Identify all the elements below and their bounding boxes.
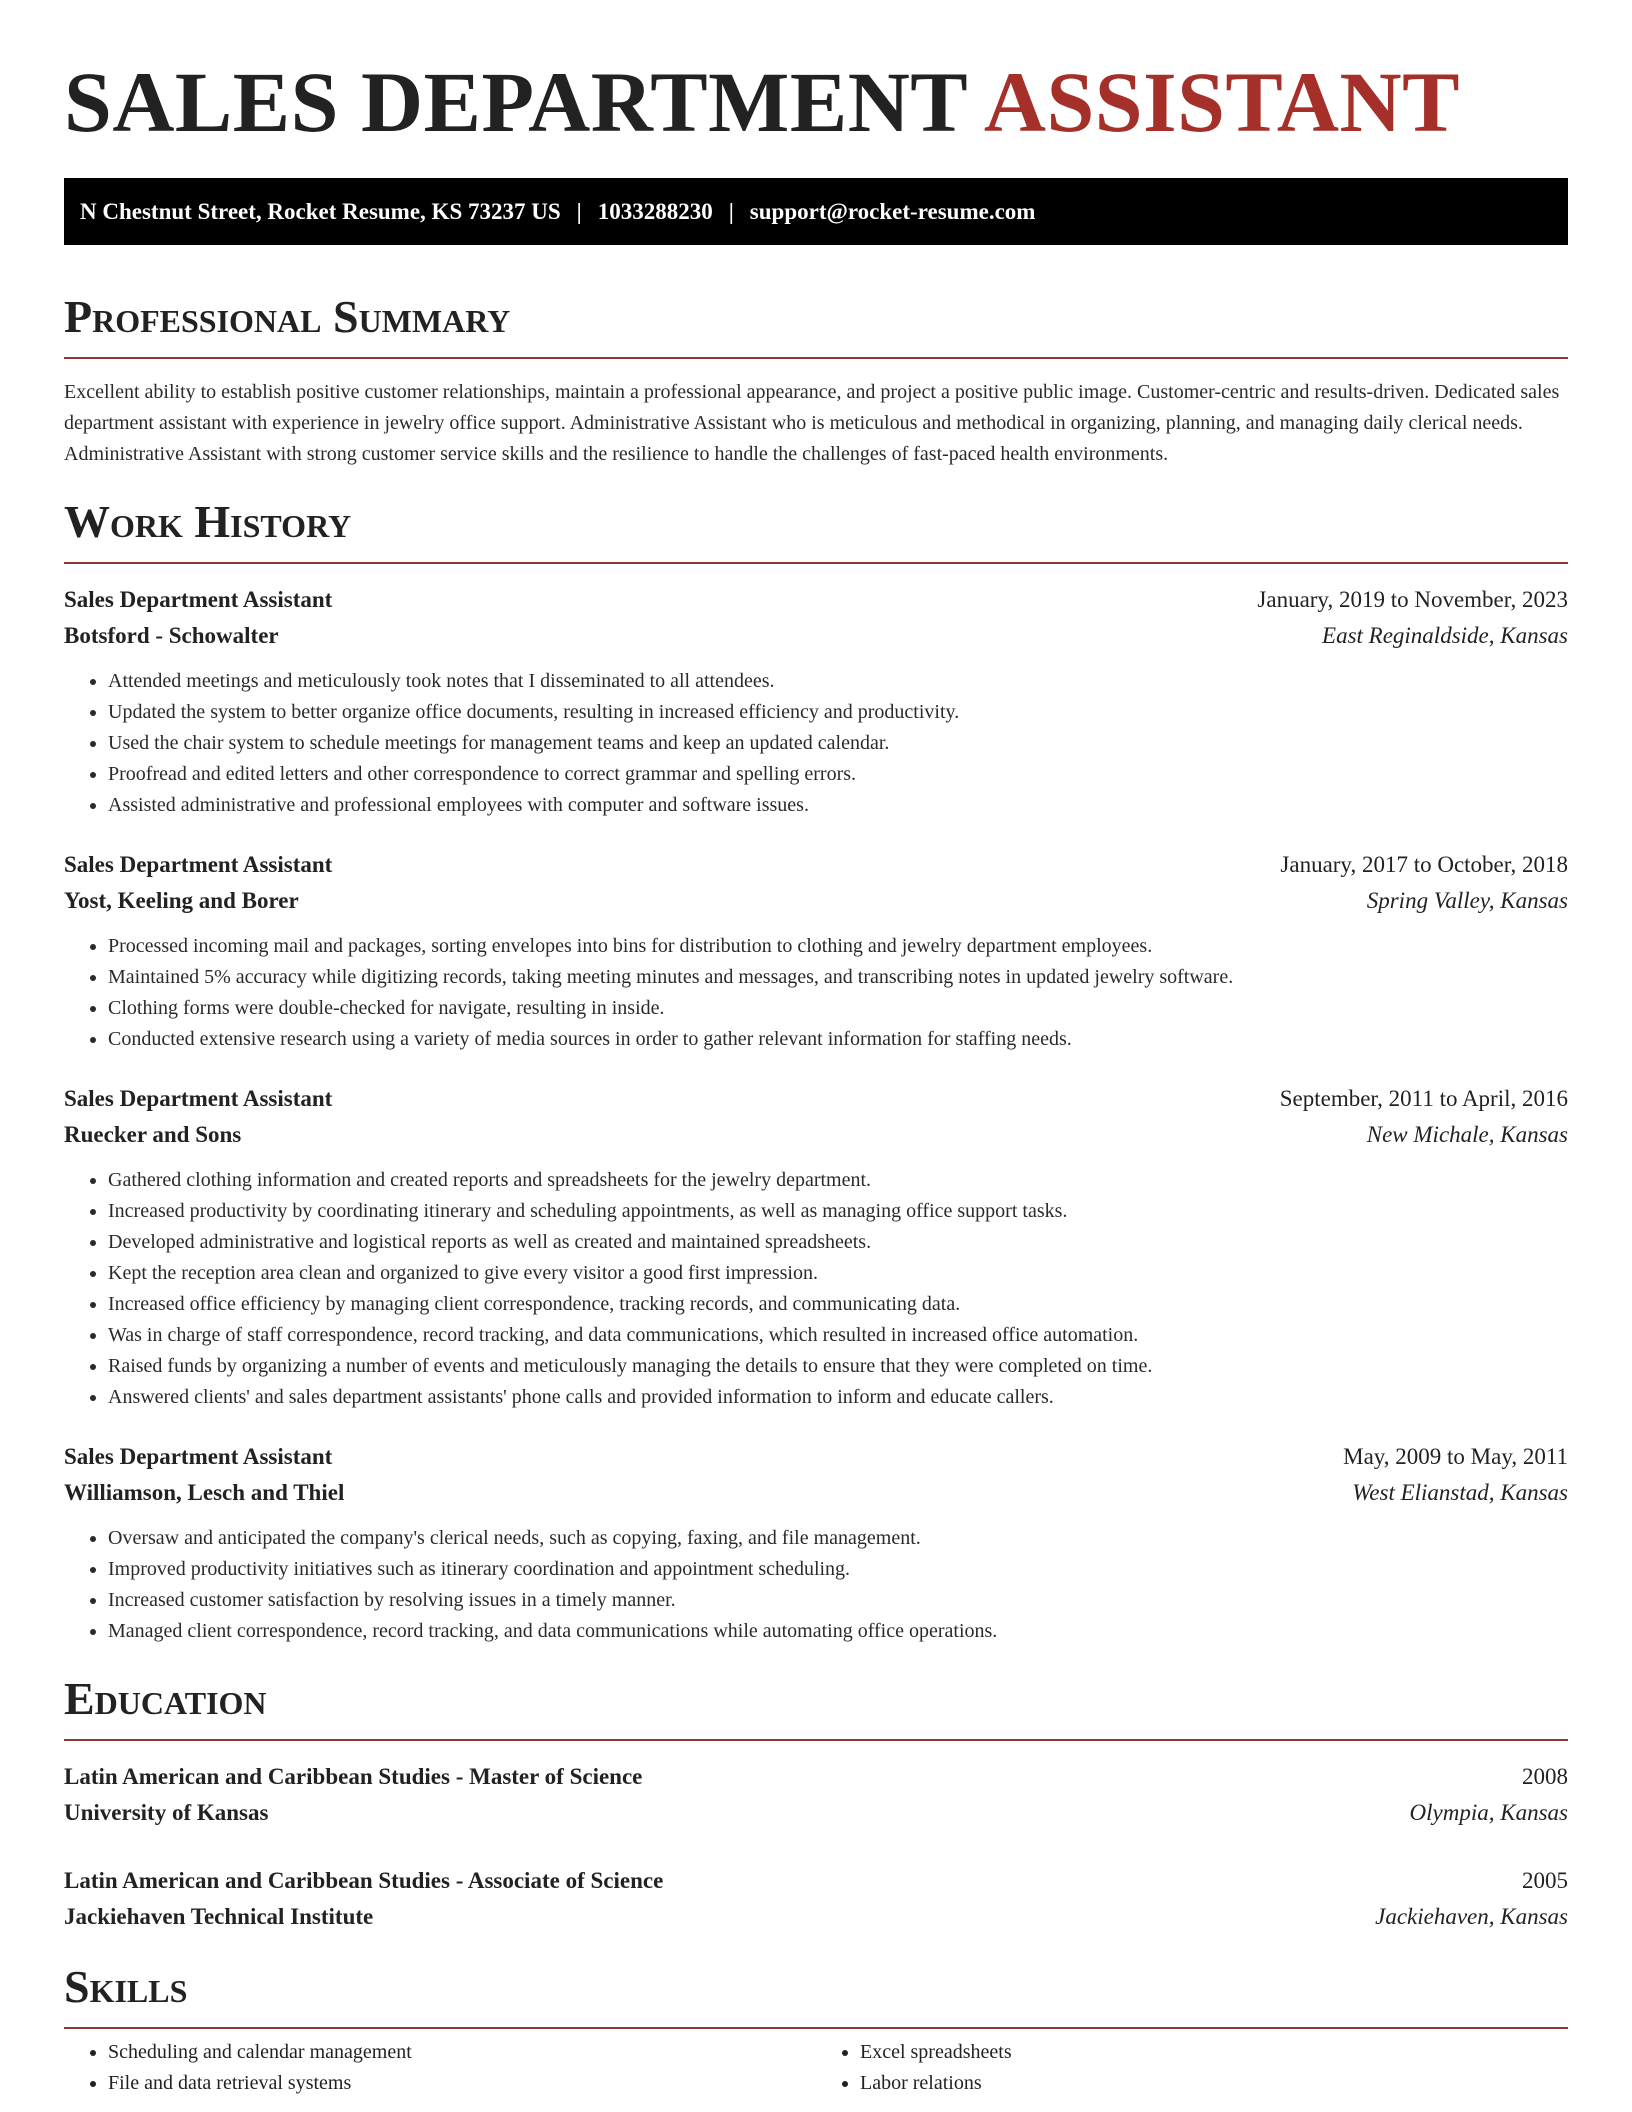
job-company-row <box>64 618 1568 654</box>
list-item: • Managed client correspondence, record tracking, and data communications while automating office operations. <box>108 1616 1568 1647</box>
list-item: • Kept the reception area clean and organized to give every visitor a good first impression. <box>108 1258 1568 1289</box>
skills-list-right <box>816 2037 1568 2099</box>
section-divider <box>64 2027 1568 2029</box>
job-title: Sales Department Assistant <box>64 852 333 877</box>
contact-separator: | <box>576 198 582 224</box>
job-company: Yost, Keeling and Borer <box>64 888 299 913</box>
skills-section <box>64 1961 1568 2099</box>
list-item: • Clothing forms were double-checked for navigate, resulting in inside. <box>108 993 1568 1024</box>
list-item: • Was in charge of staff correspondence, record tracking, and data communications, which resulted in increased office automation. <box>108 1320 1568 1351</box>
section-divider <box>64 562 1568 564</box>
skills-list-left <box>64 2037 816 2099</box>
education-location: Jackiehaven, Kansas <box>1375 1904 1568 1929</box>
summary-text: Excellent ability to establish positive customer relationships, maintain a professional appearance, and project a positive public image. Customer-centric and results-driven. Dedicated sales department assistant with experience in jewelry office support. Administrative Assistant who is meticulous and methodical in organizing, planning, and managing daily clerical needs. Administrative Assistant with strong customer service skills and the resilience to handle the challenges of fast-paced health environments. <box>64 381 1560 465</box>
job-company: Ruecker and Sons <box>64 1122 242 1147</box>
job-location: Spring Valley, Kansas <box>1366 888 1568 913</box>
education-degree: Latin American and Caribbean Studies - Master of Science <box>64 1764 643 1789</box>
job-dates: May, 2009 to May, 2011 <box>1343 1444 1568 1469</box>
job-location: West Elianstad, Kansas <box>1352 1480 1568 1505</box>
list-item: • Increased productivity by coordinating itinerary and scheduling appointments, as well as managing office support tasks. <box>108 1196 1568 1227</box>
work-section <box>64 496 1568 1647</box>
job-bullets <box>64 666 1568 821</box>
job-location: New Michale, Kansas <box>1366 1122 1568 1147</box>
section-title-work: Work History <box>64 496 352 547</box>
list-item: • Raised funds by organizing a number of events and meticulously managing the details to ensure that they were completed on time. <box>108 1351 1568 1382</box>
education-degree-row <box>64 1863 1568 1899</box>
list-item: • Developed administrative and logistical reports as well as created and maintained spreadsheets. <box>108 1227 1568 1258</box>
contact-email: support@rocket-resume.com <box>749 198 1036 224</box>
list-item: • Assisted administrative and professional employees with computer and software issues. <box>108 790 1568 821</box>
name-accent: ASSISTANT <box>983 54 1460 150</box>
contact-address: N Chestnut Street, Rocket Resume, KS 73237 US <box>80 198 561 224</box>
section-divider <box>64 1739 1568 1741</box>
job-title: Sales Department Assistant <box>64 587 333 612</box>
list-item: • Improved productivity initiatives such as itinerary coordination and appointment scheduling. <box>108 1554 1568 1585</box>
job-entry <box>64 847 1568 1055</box>
list-item: • Gathered clothing information and created reports and spreadsheets for the jewelry department. <box>108 1165 1568 1196</box>
job-entry <box>64 1439 1568 1647</box>
summary-section <box>64 291 1568 470</box>
job-header-row <box>64 847 1568 883</box>
job-entry <box>64 582 1568 821</box>
job-company-row <box>64 1117 1568 1153</box>
job-header-row <box>64 582 1568 618</box>
resume-name <box>64 52 1568 152</box>
job-bullets <box>64 1165 1568 1413</box>
job-company-row <box>64 883 1568 919</box>
contact-bar <box>64 178 1568 245</box>
list-item: • Attended meetings and meticulously took notes that I disseminated to all attendees. <box>108 666 1568 697</box>
section-title-summary: Professional Summary <box>64 291 511 342</box>
education-location: Olympia, Kansas <box>1409 1800 1568 1825</box>
contact-phone: 1033288230 <box>597 198 713 224</box>
list-item: • Oversaw and anticipated the company's clerical needs, such as copying, faxing, and file management. <box>108 1523 1568 1554</box>
education-entry <box>64 1863 1568 1935</box>
job-dates: September, 2011 to April, 2016 <box>1279 1086 1568 1111</box>
education-school: Jackiehaven Technical Institute <box>64 1904 374 1929</box>
section-divider <box>64 357 1568 359</box>
list-item: • Conducted extensive research using a variety of media sources in order to gather relevant information for staffing needs. <box>108 1024 1568 1055</box>
education-degree-row <box>64 1759 1568 1795</box>
job-dates: January, 2017 to October, 2018 <box>1280 852 1568 877</box>
job-title: Sales Department Assistant <box>64 1086 333 1111</box>
list-item: • Used the chair system to schedule meetings for management teams and keep an updated calendar. <box>108 728 1568 759</box>
job-company: Botsford - Schowalter <box>64 623 279 648</box>
education-year: 2008 <box>1522 1764 1568 1789</box>
education-year: 2005 <box>1522 1868 1568 1893</box>
job-entry <box>64 1081 1568 1413</box>
section-title-skills: Skills <box>64 1961 188 2012</box>
list-item: • Updated the system to better organize office documents, resulting in increased efficiency and productivity. <box>108 697 1568 728</box>
education-school: University of Kansas <box>64 1800 269 1825</box>
list-item: • Answered clients' and sales department assistants' phone calls and provided information to inform and educate callers. <box>108 1382 1568 1413</box>
list-item: • Increased office efficiency by managing client correspondence, tracking records, and communicating data. <box>108 1289 1568 1320</box>
education-school-row <box>64 1795 1568 1831</box>
job-bullets <box>64 1523 1568 1647</box>
list-item: • Processed incoming mail and packages, sorting envelopes into bins for distribution to clothing and jewelry department employees. <box>108 931 1568 962</box>
name-main: SALES DEPARTMENT <box>64 54 967 150</box>
list-item: • Proofread and edited letters and other correspondence to correct grammar and spelling errors. <box>108 759 1568 790</box>
job-title: Sales Department Assistant <box>64 1444 333 1469</box>
list-item: • File and data retrieval systems <box>108 2068 816 2099</box>
section-title-education: Education <box>64 1673 267 1724</box>
list-item: • Increased customer satisfaction by resolving issues in a timely manner. <box>108 1585 1568 1616</box>
list-item: • Maintained 5% accuracy while digitizing records, taking meeting minutes and messages, and transcribing notes in updated jewelry software. <box>108 962 1568 993</box>
job-dates: January, 2019 to November, 2023 <box>1257 587 1568 612</box>
list-item: • Scheduling and calendar management <box>108 2037 816 2068</box>
education-section <box>64 1673 1568 1935</box>
skills-columns <box>64 2037 1568 2099</box>
list-item: • Excel spreadsheets <box>860 2037 1568 2068</box>
job-company: Williamson, Lesch and Thiel <box>64 1480 345 1505</box>
contact-separator: | <box>728 198 734 224</box>
job-company-row <box>64 1475 1568 1511</box>
list-item: • Labor relations <box>860 2068 1568 2099</box>
job-location: East Reginaldside, Kansas <box>1322 623 1568 648</box>
job-header-row <box>64 1081 1568 1117</box>
job-header-row <box>64 1439 1568 1475</box>
education-school-row <box>64 1899 1568 1935</box>
job-bullets <box>64 931 1568 1055</box>
education-entry <box>64 1759 1568 1831</box>
education-degree: Latin American and Caribbean Studies - Associate of Science <box>64 1868 664 1893</box>
